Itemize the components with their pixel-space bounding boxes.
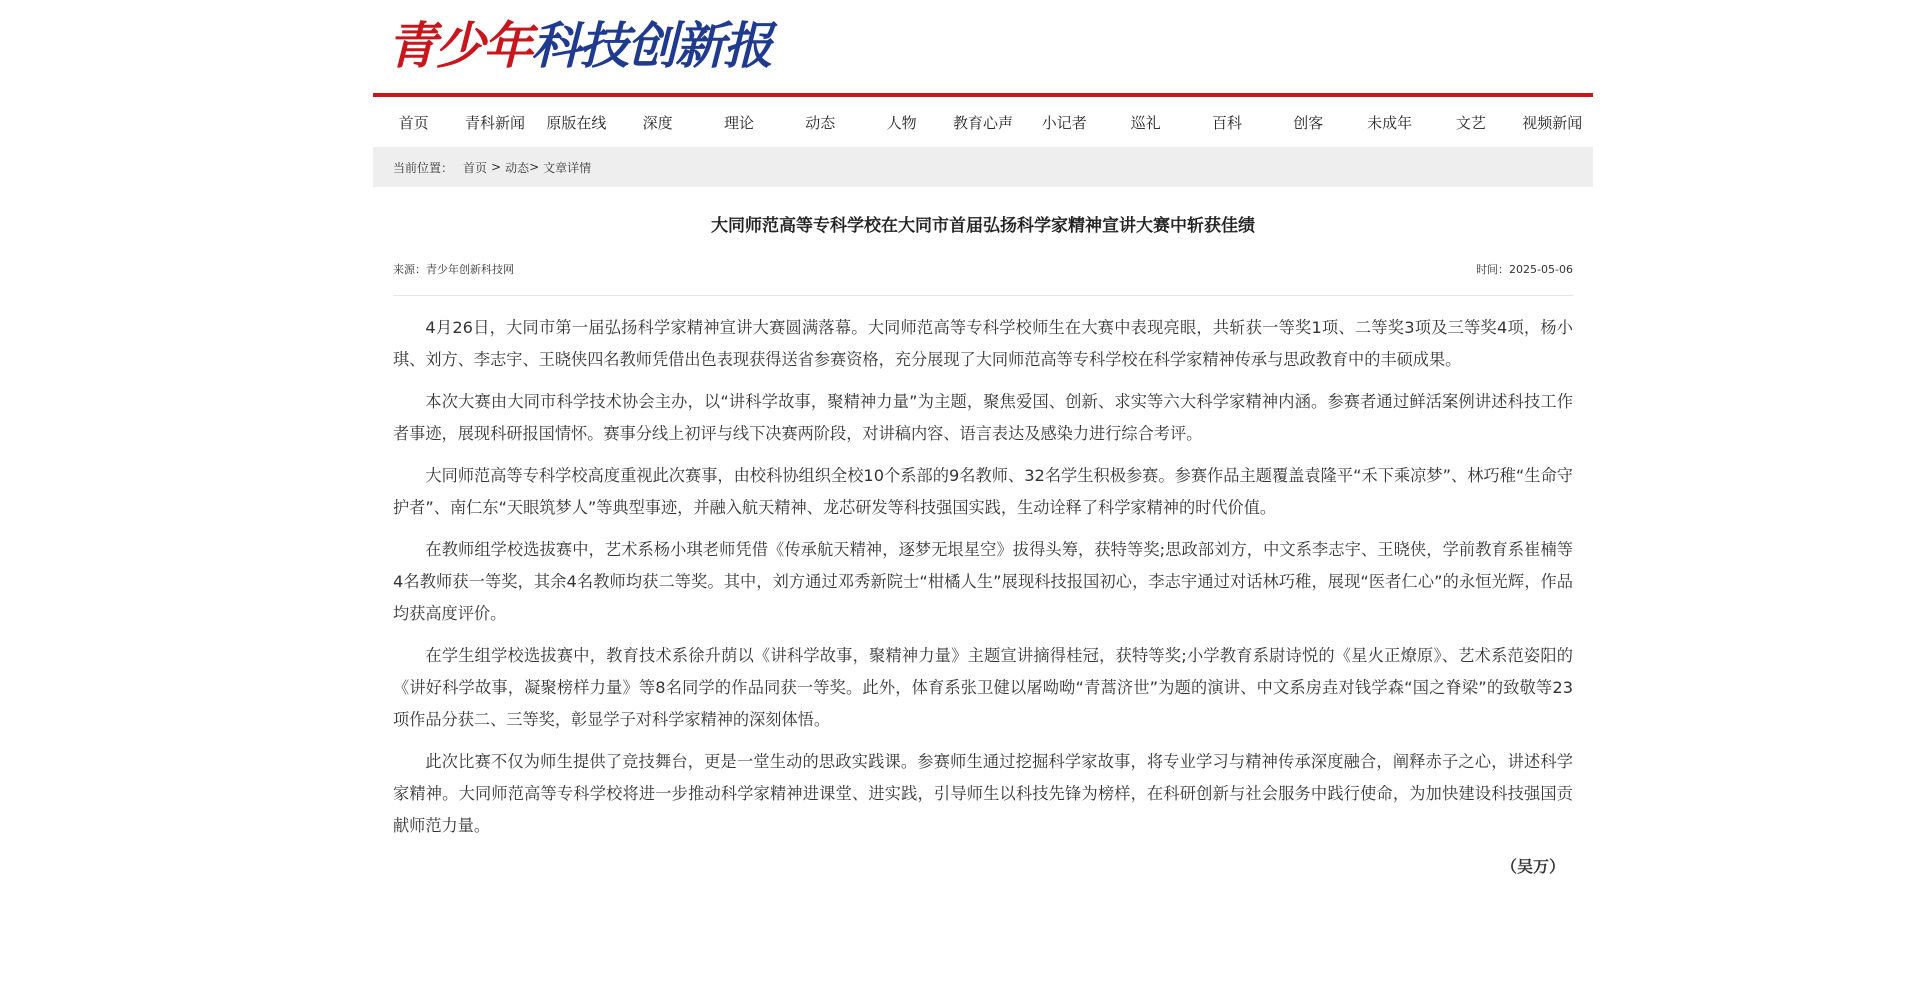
breadcrumb-home-link[interactable]: 首页 — [463, 160, 488, 175]
logo-text-red: 青少年 — [387, 16, 531, 75]
nav-item-video-news[interactable]: 视频新闻 — [1522, 113, 1583, 132]
nav-item-minors[interactable]: 未成年 — [1367, 113, 1413, 132]
article-paragraph: 大同师范高等专科学校高度重视此次赛事，由校科协组织全校10个系部的9名教师、32名学生积极参赛。参赛作品主题覆盖袁隆平“禾下乘凉梦”、林巧稚“生命守护者”、南仁东“天眼筑梦人”等典型事迹，并融入航天精神、龙芯研发等科技强国实践，生动诠释了科学家精神的时代价值。 — [393, 466, 1573, 517]
article-author: （吴万） — [1500, 857, 1565, 876]
nav-item-home[interactable]: 首页 — [398, 113, 429, 132]
masthead — [373, 0, 1593, 93]
nav-item-depth[interactable]: 深度 — [642, 113, 673, 132]
article-body — [393, 312, 1573, 842]
article-paragraph: 在教师组学校选拔赛中，艺术系杨小琪老师凭借《传承航天精神，逐梦无垠星空》拔得头筹，获特等奖;思政部刘方，中文系李志宇、王晓侠，学前教育系崔楠等4名教师获一等奖，其余4名教师均获二等奖。其中，刘方通过邓秀新院士“柑橘人生”展现科技报国初心，李志宇通过对话林巧稚，展现“医者仁心”的永恒光辉，作品均获高度评价。 — [393, 540, 1573, 623]
nav-item-theory[interactable]: 理论 — [723, 113, 754, 132]
article — [373, 214, 1593, 877]
nav-item-culture[interactable]: 文艺 — [1455, 113, 1486, 132]
nav-item-maker[interactable]: 创客 — [1293, 113, 1324, 132]
article-title: 大同师范高等专科学校在大同市首届弘扬科学家精神宣讲大赛中斩获佳绩 — [711, 216, 1255, 236]
site-logo[interactable] — [387, 14, 771, 78]
nav-item-encyclopedia[interactable]: 百科 — [1211, 113, 1242, 132]
breadcrumb-separator: > — [491, 160, 502, 174]
page-container — [373, 0, 1593, 877]
breadcrumb — [373, 147, 1593, 187]
breadcrumb-separator: > — [529, 160, 540, 174]
article-paragraph: 4月26日，大同市第一届弘扬科学家精神宣讲大赛圆满落幕。大同师范高等专科学校师生在大赛中表现亮眼，共斩获一等奖1项、二等奖3项及三等奖4项，杨小琪、刘方、李志宇、王晓侠四名教师凭借出色表现获得送省参赛资格，充分展现了大同师范高等专科学校在科学家精神传承与思政教育中的丰硕成果。 — [393, 318, 1573, 369]
meta-divider — [393, 295, 1573, 296]
article-paragraph: 本次大赛由大同市科学技术协会主办，以“讲科学故事，聚精神力量”为主题，聚焦爱国、创新、求实等六大科学家精神内涵。参赛者通过鲜活案例讲述科技工作者事迹，展现科研报国情怀。赛事分线上初评与线下决赛两阶段，对讲稿内容、语言表达及感染力进行综合考评。 — [393, 392, 1573, 443]
nav-item-young-reporters[interactable]: 小记者 — [1041, 113, 1087, 132]
article-meta — [393, 262, 1573, 278]
nav-item-education[interactable]: 教育心声 — [952, 113, 1013, 132]
breadcrumb-current: 文章详情 — [543, 160, 592, 175]
article-paragraph: 在学生组学校选拔赛中，教育技术系徐升荫以《讲科学故事，聚精神力量》主题宣讲摘得桂冠，获特等奖;小学教育系尉诗悦的《星火正燎原》、艺术系范姿阳的《讲好科学故事，凝聚榜样力量》等8名同学的作品同获一等奖。此外，体育系张卫健以屠呦呦“青蒿济世”为题的演讲、中文系房垚对钱学森“国之脊梁”的致敬等23项作品分获二、三等奖，彰显学子对科学家精神的深刻体悟。 — [393, 646, 1573, 729]
breadcrumb-section-link[interactable]: 动态 — [505, 160, 530, 175]
nav-item-people[interactable]: 人物 — [886, 113, 917, 132]
main-nav — [373, 97, 1593, 147]
nav-item-showcase[interactable]: 巡礼 — [1130, 113, 1161, 132]
article-source: 来源：青少年创新科技网 — [393, 263, 514, 276]
nav-item-print-edition[interactable]: 原版在线 — [546, 113, 607, 132]
article-paragraph: 此次比赛不仅为师生提供了竞技舞台，更是一堂生动的思政实践课。参赛师生通过挖掘科学家故事，将专业学习与精神传承深度融合，阐释赤子之心，讲述科学家精神。大同师范高等专科学校将进一步推动科学家精神进课堂、进实践，引导师生以科技先锋为榜样，在科研创新与社会服务中践行使命，为加快建设科技强国贡献师范力量。 — [393, 752, 1573, 835]
logo-text-blue: 科技创新报 — [531, 16, 771, 75]
article-date: 时间：2025-05-06 — [1476, 263, 1573, 276]
breadcrumb-label: 当前位置： — [393, 160, 454, 175]
nav-item-news[interactable]: 青科新闻 — [464, 113, 525, 132]
nav-item-updates[interactable]: 动态 — [805, 113, 836, 132]
